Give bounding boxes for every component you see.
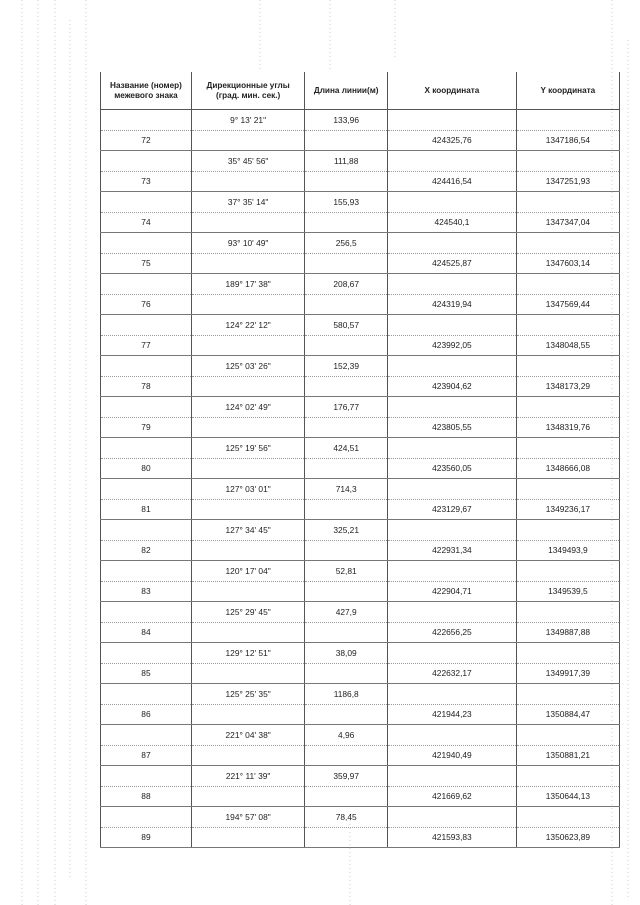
direction-angle: 9° 13' 21" (191, 110, 304, 131)
empty-cell (388, 274, 517, 295)
segment-row (101, 684, 620, 705)
direction-angle: 35° 45' 56" (191, 151, 304, 172)
empty-cell (516, 356, 619, 377)
empty-cell (101, 725, 192, 746)
empty-cell (101, 602, 192, 623)
line-length: 133,96 (305, 110, 388, 131)
direction-angle: 125° 03' 26" (191, 356, 304, 377)
marker-name: 74 (101, 212, 192, 233)
line-length: 78,45 (305, 807, 388, 828)
direction-angle: 120° 17' 04" (191, 561, 304, 582)
point-row (101, 335, 620, 356)
y-coordinate: 1350644,13 (516, 786, 619, 807)
x-coordinate: 421944,23 (388, 704, 517, 725)
segment-row (101, 479, 620, 500)
empty-cell (388, 315, 517, 336)
empty-cell (388, 356, 517, 377)
empty-cell (101, 807, 192, 828)
empty-cell (388, 520, 517, 541)
empty-cell (191, 827, 304, 848)
empty-cell (516, 766, 619, 787)
y-coordinate: 1350881,21 (516, 745, 619, 766)
empty-cell (388, 725, 517, 746)
empty-cell (101, 274, 192, 295)
empty-cell (191, 458, 304, 479)
empty-cell (388, 192, 517, 213)
point-row (101, 499, 620, 520)
empty-cell (191, 499, 304, 520)
direction-angle: 129° 12' 51" (191, 643, 304, 664)
empty-cell (191, 745, 304, 766)
point-row (101, 417, 620, 438)
empty-cell (516, 274, 619, 295)
line-length: 208,67 (305, 274, 388, 295)
empty-cell (305, 130, 388, 151)
marker-name: 85 (101, 663, 192, 684)
empty-cell (191, 335, 304, 356)
point-row (101, 294, 620, 315)
empty-cell (388, 233, 517, 254)
empty-cell (305, 294, 388, 315)
line-length: 176,77 (305, 397, 388, 418)
marker-name: 83 (101, 581, 192, 602)
empty-cell (388, 438, 517, 459)
x-coordinate: 422632,17 (388, 663, 517, 684)
segment-row (101, 315, 620, 336)
empty-cell (305, 253, 388, 274)
y-coordinate: 1349887,88 (516, 622, 619, 643)
header-angle: Дирекционные углы (град. мин. сек.) (191, 72, 304, 110)
empty-cell (516, 602, 619, 623)
marker-name: 77 (101, 335, 192, 356)
header-name: Название (номер) межевого знака (101, 72, 192, 110)
y-coordinate: 1349236,17 (516, 499, 619, 520)
point-row (101, 540, 620, 561)
point-row (101, 704, 620, 725)
direction-angle: 127° 34' 45" (191, 520, 304, 541)
y-coordinate: 1350623,89 (516, 827, 619, 848)
line-length: 1186,8 (305, 684, 388, 705)
point-row (101, 581, 620, 602)
empty-cell (101, 438, 192, 459)
empty-cell (388, 766, 517, 787)
empty-cell (516, 643, 619, 664)
empty-cell (305, 335, 388, 356)
line-length: 714,3 (305, 479, 388, 500)
segment-row (101, 356, 620, 377)
y-coordinate: 1349917,39 (516, 663, 619, 684)
empty-cell (191, 581, 304, 602)
point-row (101, 827, 620, 848)
segment-row (101, 561, 620, 582)
direction-angle: 125° 29' 45" (191, 602, 304, 623)
empty-cell (101, 110, 192, 131)
direction-angle: 124° 02' 49" (191, 397, 304, 418)
direction-angle: 221° 04' 38" (191, 725, 304, 746)
y-coordinate: 1347347,04 (516, 212, 619, 233)
segment-row (101, 274, 620, 295)
empty-cell (388, 561, 517, 582)
empty-cell (101, 561, 192, 582)
point-row (101, 253, 620, 274)
segment-row (101, 807, 620, 828)
point-row (101, 171, 620, 192)
line-length: 111,88 (305, 151, 388, 172)
marker-name: 76 (101, 294, 192, 315)
segment-row (101, 151, 620, 172)
marker-name: 86 (101, 704, 192, 725)
empty-cell (516, 438, 619, 459)
x-coordinate: 424416,54 (388, 171, 517, 192)
segment-row (101, 397, 620, 418)
empty-cell (388, 684, 517, 705)
point-row (101, 212, 620, 233)
line-length: 427,9 (305, 602, 388, 623)
empty-cell (305, 622, 388, 643)
empty-cell (191, 253, 304, 274)
empty-cell (516, 684, 619, 705)
empty-cell (516, 397, 619, 418)
marker-name: 78 (101, 376, 192, 397)
direction-angle: 189° 17' 38" (191, 274, 304, 295)
empty-cell (101, 479, 192, 500)
segment-row (101, 725, 620, 746)
empty-cell (388, 479, 517, 500)
line-length: 359,97 (305, 766, 388, 787)
y-coordinate: 1348666,08 (516, 458, 619, 479)
empty-cell (101, 766, 192, 787)
y-coordinate: 1349539,5 (516, 581, 619, 602)
empty-cell (305, 786, 388, 807)
x-coordinate: 421940,49 (388, 745, 517, 766)
y-coordinate: 1347603,14 (516, 253, 619, 274)
header-x: X координата (388, 72, 517, 110)
marker-name: 75 (101, 253, 192, 274)
direction-angle: 125° 25' 35" (191, 684, 304, 705)
line-length: 155,93 (305, 192, 388, 213)
y-coordinate: 1347569,44 (516, 294, 619, 315)
segment-row (101, 520, 620, 541)
line-length: 4,96 (305, 725, 388, 746)
line-length: 38,09 (305, 643, 388, 664)
empty-cell (101, 192, 192, 213)
line-length: 52,81 (305, 561, 388, 582)
point-row (101, 745, 620, 766)
boundary-survey-table (100, 72, 620, 848)
direction-angle: 124° 22' 12" (191, 315, 304, 336)
empty-cell (191, 786, 304, 807)
y-coordinate: 1347186,54 (516, 130, 619, 151)
empty-cell (305, 458, 388, 479)
marker-name: 73 (101, 171, 192, 192)
empty-cell (191, 704, 304, 725)
point-row (101, 376, 620, 397)
empty-cell (305, 827, 388, 848)
empty-cell (101, 315, 192, 336)
x-coordinate: 423805,55 (388, 417, 517, 438)
marker-name: 84 (101, 622, 192, 643)
point-row (101, 786, 620, 807)
empty-cell (101, 643, 192, 664)
empty-cell (516, 807, 619, 828)
empty-cell (191, 622, 304, 643)
line-length: 325,21 (305, 520, 388, 541)
empty-cell (191, 294, 304, 315)
y-coordinate: 1349493,9 (516, 540, 619, 561)
empty-cell (305, 704, 388, 725)
empty-cell (101, 397, 192, 418)
empty-cell (305, 212, 388, 233)
x-coordinate: 424525,87 (388, 253, 517, 274)
segment-row (101, 438, 620, 459)
empty-cell (516, 110, 619, 131)
segment-row (101, 110, 620, 131)
empty-cell (388, 643, 517, 664)
empty-cell (516, 151, 619, 172)
marker-name: 87 (101, 745, 192, 766)
empty-cell (305, 663, 388, 684)
segment-row (101, 192, 620, 213)
table-body (101, 110, 620, 848)
x-coordinate: 421593,83 (388, 827, 517, 848)
direction-angle: 194° 57' 08" (191, 807, 304, 828)
x-coordinate: 423129,67 (388, 499, 517, 520)
empty-cell (101, 233, 192, 254)
line-length: 424,51 (305, 438, 388, 459)
x-coordinate: 424540,1 (388, 212, 517, 233)
point-row (101, 130, 620, 151)
empty-cell (516, 561, 619, 582)
empty-cell (388, 110, 517, 131)
empty-cell (305, 376, 388, 397)
segment-row (101, 766, 620, 787)
y-coordinate: 1348173,29 (516, 376, 619, 397)
empty-cell (101, 684, 192, 705)
empty-cell (305, 171, 388, 192)
x-coordinate: 423904,62 (388, 376, 517, 397)
empty-cell (516, 520, 619, 541)
line-length: 152,39 (305, 356, 388, 377)
empty-cell (191, 171, 304, 192)
empty-cell (191, 376, 304, 397)
marker-name: 82 (101, 540, 192, 561)
marker-name: 79 (101, 417, 192, 438)
marker-name: 80 (101, 458, 192, 479)
line-length: 580,57 (305, 315, 388, 336)
empty-cell (101, 520, 192, 541)
x-coordinate: 422656,25 (388, 622, 517, 643)
x-coordinate: 422931,34 (388, 540, 517, 561)
empty-cell (305, 581, 388, 602)
segment-row (101, 602, 620, 623)
direction-angle: 93° 10' 49" (191, 233, 304, 254)
empty-cell (305, 417, 388, 438)
x-coordinate: 422904,71 (388, 581, 517, 602)
marker-name: 89 (101, 827, 192, 848)
empty-cell (516, 725, 619, 746)
point-row (101, 622, 620, 643)
x-coordinate: 424319,94 (388, 294, 517, 315)
header-y: Y координата (516, 72, 619, 110)
marker-name: 72 (101, 130, 192, 151)
empty-cell (191, 417, 304, 438)
header-length: Длина линии(м) (305, 72, 388, 110)
empty-cell (516, 479, 619, 500)
direction-angle: 127° 03' 01" (191, 479, 304, 500)
segment-row (101, 233, 620, 254)
empty-cell (516, 192, 619, 213)
x-coordinate: 424325,76 (388, 130, 517, 151)
empty-cell (305, 745, 388, 766)
x-coordinate: 421669,62 (388, 786, 517, 807)
table-header-row (101, 72, 620, 110)
direction-angle: 125° 19' 56" (191, 438, 304, 459)
empty-cell (516, 315, 619, 336)
empty-cell (388, 807, 517, 828)
empty-cell (388, 397, 517, 418)
segment-row (101, 643, 620, 664)
direction-angle: 37° 35' 14" (191, 192, 304, 213)
y-coordinate: 1348319,76 (516, 417, 619, 438)
x-coordinate: 423992,05 (388, 335, 517, 356)
empty-cell (305, 540, 388, 561)
point-row (101, 458, 620, 479)
empty-cell (191, 130, 304, 151)
empty-cell (101, 151, 192, 172)
point-row (101, 663, 620, 684)
y-coordinate: 1350884,47 (516, 704, 619, 725)
empty-cell (191, 540, 304, 561)
marker-name: 88 (101, 786, 192, 807)
marker-name: 81 (101, 499, 192, 520)
empty-cell (191, 212, 304, 233)
empty-cell (305, 499, 388, 520)
y-coordinate: 1347251,93 (516, 171, 619, 192)
empty-cell (516, 233, 619, 254)
line-length: 256,5 (305, 233, 388, 254)
y-coordinate: 1348048,55 (516, 335, 619, 356)
x-coordinate: 423560,05 (388, 458, 517, 479)
direction-angle: 221° 11' 39" (191, 766, 304, 787)
empty-cell (388, 602, 517, 623)
empty-cell (101, 356, 192, 377)
empty-cell (191, 663, 304, 684)
empty-cell (388, 151, 517, 172)
